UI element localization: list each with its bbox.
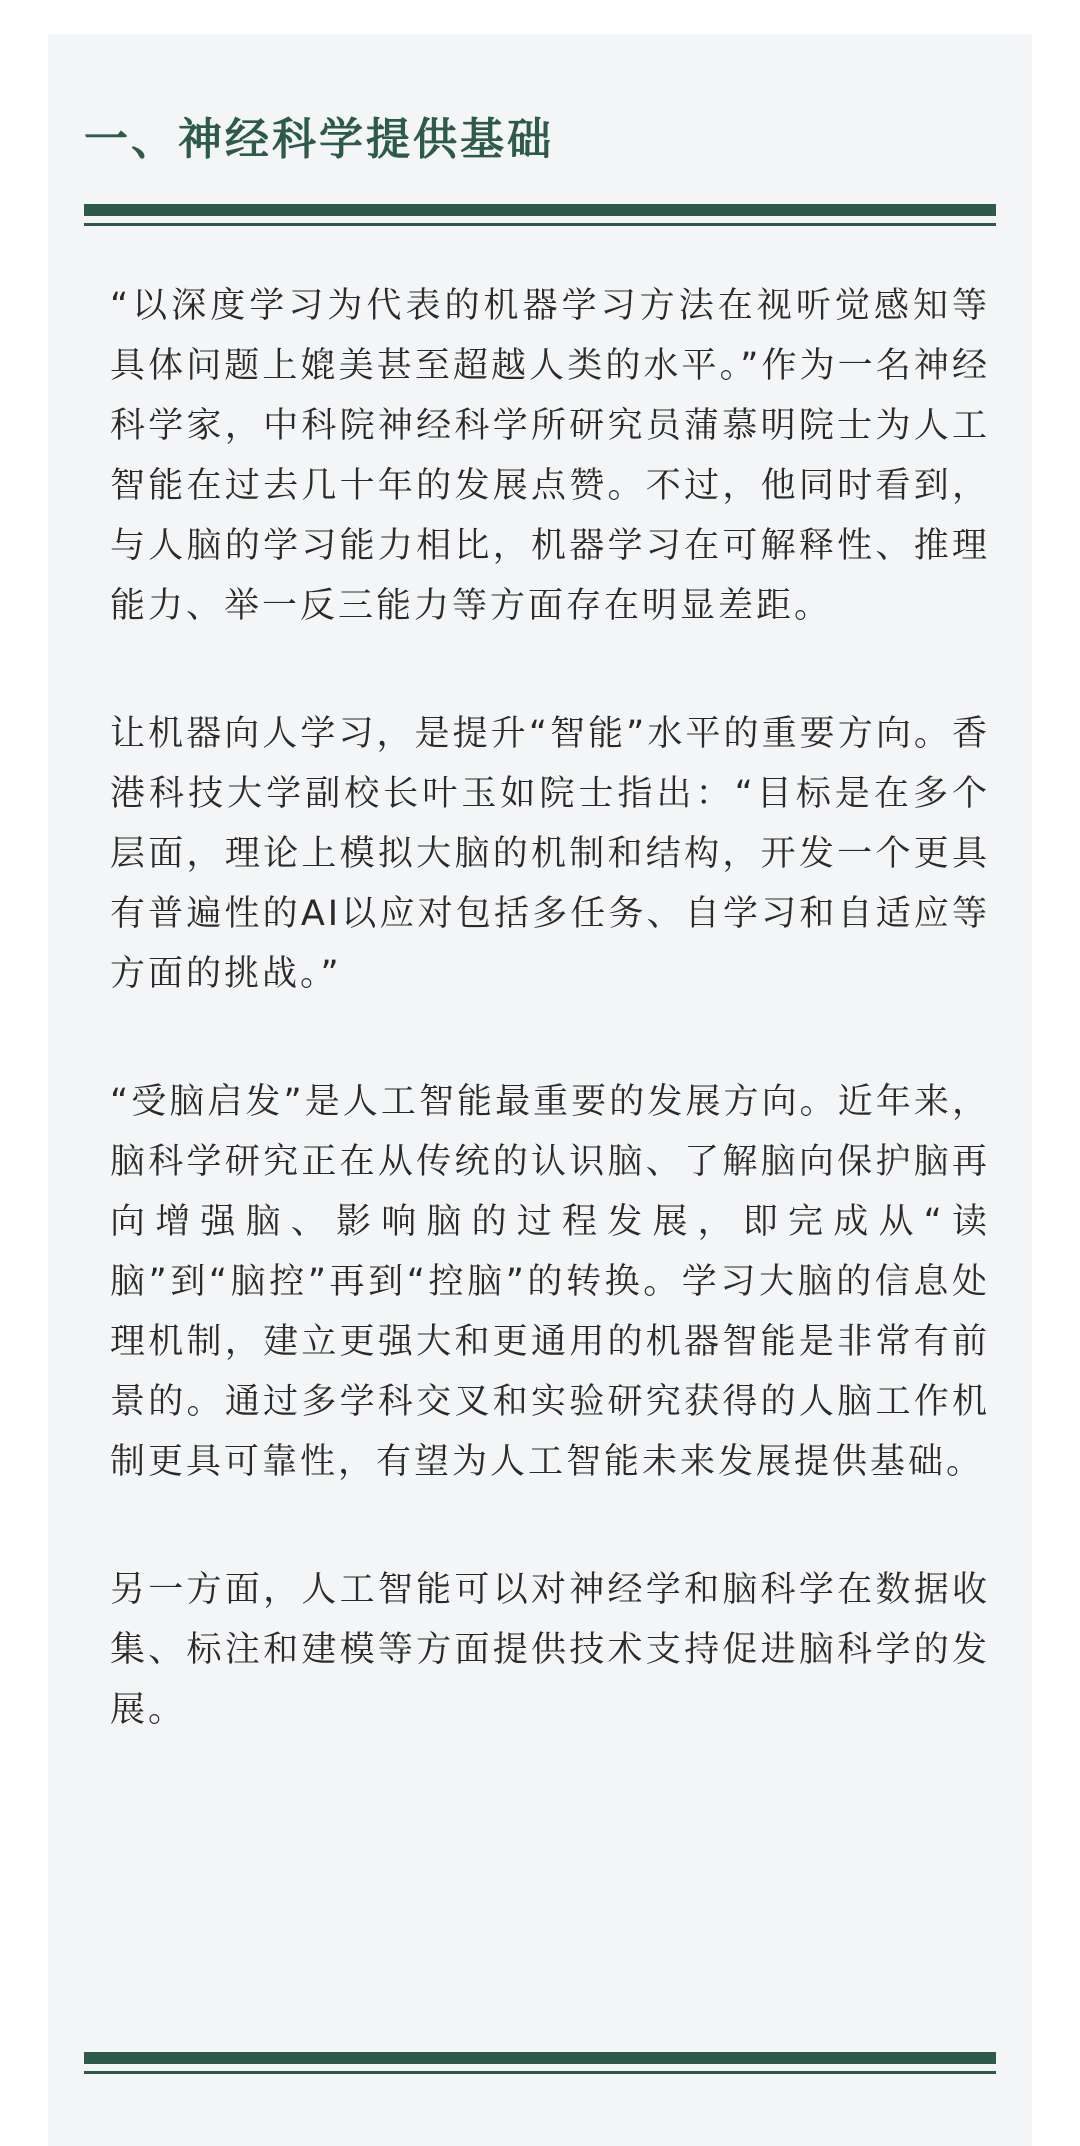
bottom-divider-thick-line <box>84 2052 996 2064</box>
paragraph-1: “以深度学习为代表的机器学习方法在视听觉感知等具体问题上媲美甚至超越人类的水平。”作为一名神经科学家，中科院神经科学所研究员蒲慕明院士为人工智能在过去几十年的发展点赞。不过，他同时看到，与人脑的学习能力相比，机器学习在可解释性、推理能力、举一反三能力等方面存在明显差距。 <box>110 286 990 626</box>
title-divider-thick-line <box>84 204 996 216</box>
bottom-divider <box>84 2052 996 2074</box>
title-divider-thin-line <box>84 223 996 226</box>
bottom-divider-thin-line <box>84 2071 996 2074</box>
section-title: 一、神经科学提供基础 <box>84 114 554 165</box>
paragraph-4: 另一方面，人工智能可以对神经学和脑科学在数据收集、标注和建模等方面提供技术支持促进脑科学的发展。 <box>110 1570 990 1730</box>
article-body <box>110 276 990 1808</box>
paragraph-2: 让机器向人学习，是提升“智能”水平的重要方向。香港科技大学副校长叶玉如院士指出：“目标是在多个层面，理论上模拟大脑的机制和结构，开发一个更具有普遍性的AI以应对包括多任务、自学习和自适应等方面的挑战。” <box>110 714 990 994</box>
paragraph-3: “受脑启发”是人工智能最重要的发展方向。近年来，脑科学研究正在从传统的认识脑、了解脑向保护脑再向增强脑、影响脑的过程发展，即完成从“读脑”到“脑控”再到“控脑”的转换。学习大脑的信息处理机制，建立更强大和更通用的机器智能是非常有前景的。通过多学科交叉和实验研究获得的人脑工作机制更具可靠性，有望为人工智能未来发展提供基础。 <box>110 1082 990 1482</box>
title-divider <box>84 204 996 226</box>
